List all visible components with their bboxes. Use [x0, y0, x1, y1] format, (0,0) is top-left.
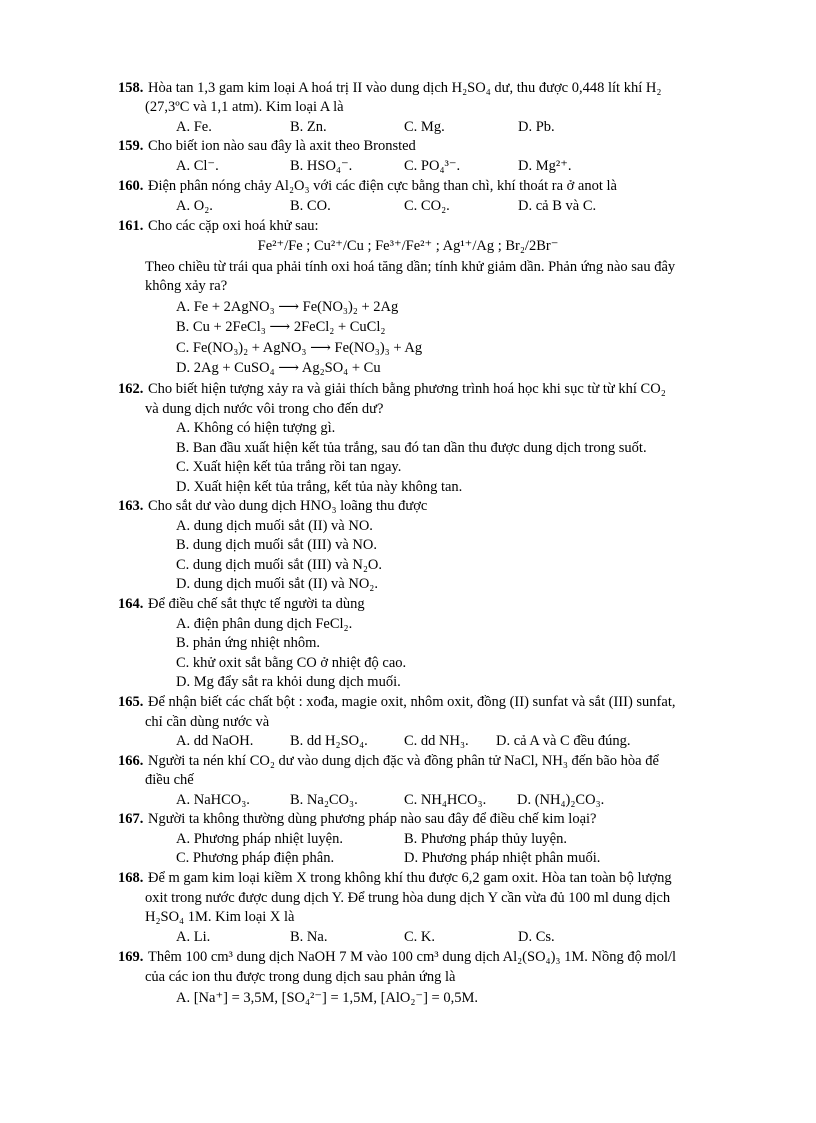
option-c: C. Phương pháp điện phân.: [176, 850, 335, 866]
redox-pairs: Fe²⁺/Fe ; Cu²⁺/Cu ; Fe³⁺/Fe²⁺ ; Ag¹⁺/Ag ; Br₂/2Br⁻: [257, 238, 559, 254]
option-b: B. phản ứng nhiệt nhôm.: [176, 635, 320, 651]
question-number: 166.: [118, 753, 144, 769]
option-c: C. CO₂.: [404, 198, 450, 214]
option-d: D. Mg đẩy sắt ra khỏi dung dịch muối.: [176, 674, 401, 690]
question-161: [118, 217, 319, 235]
option-a: A. dung dịch muối sắt (II) và NO.: [176, 518, 373, 534]
question-number: 159.: [118, 138, 144, 154]
option-d: D. Xuất hiện kết tủa trắng, kết tủa này không tan.: [176, 479, 463, 495]
option-b: B. Na.: [290, 929, 328, 945]
option-b: B. Na₂CO₃.: [290, 792, 358, 808]
option-b: B. Zn.: [290, 119, 327, 135]
option-a: A. Cl⁻.: [176, 158, 219, 174]
question-stem: Cho sắt dư vào dung dịch HNO₃ loãng thu được: [148, 498, 428, 514]
option-d: D. Phương pháp nhiệt phân muối.: [404, 850, 601, 866]
question-stem-cont: (27,3ºC và 1,1 atm). Kim loại A là: [145, 99, 344, 115]
option-a: A. O₂.: [176, 198, 213, 214]
option-c: C. khử oxit sắt bằng CO ở nhiệt độ cao.: [176, 655, 407, 671]
question-number: 160.: [118, 178, 144, 194]
question-number: 158.: [118, 80, 144, 96]
option-c: C. dung dịch muối sắt (III) và N₂O.: [176, 557, 383, 573]
question-165: [118, 693, 675, 711]
question-160: [118, 177, 617, 195]
question-stem-cont: không xảy ra?: [145, 278, 228, 294]
question-stem: Thêm 100 cm³ dung dịch NaOH 7 M vào 100 cm³ dung dịch Al₂(SO₄)₃ 1M. Nồng độ mol/l: [148, 949, 677, 965]
option-a: A. dd NaOH.: [176, 733, 254, 749]
question-stem-cont: và dung dịch nước vôi trong cho đến dư?: [145, 401, 384, 417]
question-stem: Để m gam kim loại kiềm X trong không khí thu được 6,2 gam oxit. Hòa tan toàn bộ lượng: [148, 870, 672, 886]
question-167: [118, 810, 596, 828]
option-b: B. Phương pháp thủy luyện.: [404, 831, 567, 847]
question-stem-cont: chỉ cần dùng nước và: [145, 714, 270, 730]
question-stem: Cho các cặp oxi hoá khử sau:: [148, 218, 319, 234]
option-c: C. K.: [404, 929, 436, 945]
option-b: B. Cu + 2FeCl₃ ⟶ 2FeCl₂ + CuCl₂: [176, 319, 386, 335]
question-number: 162.: [118, 381, 144, 397]
question-number: 168.: [118, 870, 144, 886]
question-stem: Điện phân nóng chảy Al₂O₃ với các điện cực bằng than chì, khí thoát ra ở anot là: [148, 178, 617, 194]
question-stem: Cho biết hiện tượng xảy ra và giải thích bằng phương trình hoá học khi sục từ từ khí CO₂: [148, 381, 666, 397]
question-stem: Người ta không thường dùng phương pháp nào sau đây để điều chế kim loại?: [148, 811, 597, 827]
option-c: C. dd NH₃.: [404, 733, 469, 749]
question-number: 161.: [118, 218, 144, 234]
question-169: [118, 948, 676, 966]
option-c: C. NH₄HCO₃.: [404, 792, 487, 808]
option-a: A. [Na⁺] = 3,5M, [SO₄²⁻] = 1,5M, [AlO₂⁻] = 0,5M.: [176, 990, 478, 1006]
option-d: D. 2Ag + CuSO₄ ⟶ Ag₂SO₄ + Cu: [176, 360, 381, 376]
option-a: A. điện phân dung dịch FeCl₂.: [176, 616, 353, 632]
question-168: [118, 869, 672, 887]
question-stem: Để điều chế sắt thực tế người ta dùng: [148, 596, 365, 612]
option-b: B. dd H₂SO₄.: [290, 733, 368, 749]
question-stem: Người ta nén khí CO₂ dư vào dung dịch đặc và đồng phân tử NaCl, NH₃ đến bão hòa để: [148, 753, 659, 769]
option-d: D. (NH₄)₂CO₃.: [517, 792, 605, 808]
option-b: B. Ban đầu xuất hiện kết tủa trắng, sau đó tan dần thu được dung dịch trong suốt.: [176, 440, 647, 456]
option-b: B. CO.: [290, 198, 331, 214]
question-162: [118, 380, 666, 398]
question-stem-cont: H₂SO₄ 1M. Kim loại X là: [145, 909, 295, 925]
question-stem: Để nhận biết các chất bột : xođa, magie oxit, nhôm oxit, đồng (II) sunfat và sắt (III) sunfat,: [148, 694, 676, 710]
option-c: C. PO₄³⁻.: [404, 158, 461, 174]
question-163: [118, 497, 427, 515]
question-stem-cont: oxit trong nước được dung dịch Y. Để trung hòa dung dịch Y cần vừa đủ 100 ml dung dịch: [145, 890, 671, 906]
question-164: [118, 595, 365, 613]
question-158: [118, 79, 661, 97]
option-c: C. Mg.: [404, 119, 445, 135]
option-a: A. Li.: [176, 929, 211, 945]
question-stem-cont: điều chế: [145, 772, 194, 788]
question-number: 169.: [118, 949, 144, 965]
option-d: D. cả B và C.: [518, 198, 597, 214]
option-a: A. Fe + 2AgNO₃ ⟶ Fe(NO₃)₂ + 2Ag: [176, 299, 399, 315]
option-a: A. Fe.: [176, 119, 212, 135]
option-d: D. Pb.: [518, 119, 555, 135]
question-number: 167.: [118, 811, 144, 827]
option-d: D. Mg²⁺.: [518, 158, 572, 174]
option-a: A. NaHCO₃.: [176, 792, 250, 808]
option-c: C. Xuất hiện kết tủa trắng rồi tan ngay.: [176, 459, 402, 475]
option-b: B. HSO₄⁻.: [290, 158, 353, 174]
question-stem: Cho biết ion nào sau đây là axit theo Bronsted: [148, 138, 416, 154]
option-a: A. Không có hiện tượng gì.: [176, 420, 336, 436]
option-b: B. dung dịch muối sắt (III) và NO.: [176, 537, 377, 553]
question-166: [118, 752, 659, 770]
option-a: A. Phương pháp nhiệt luyện.: [176, 831, 343, 847]
question-stem-cont: Theo chiều từ trái qua phải tính oxi hoá tăng dần; tính khử giảm dần. Phản ứng nào sau đây: [145, 259, 676, 275]
option-d: D. dung dịch muối sắt (II) và NO₂.: [176, 576, 378, 592]
question-number: 164.: [118, 596, 144, 612]
question-stem: Hòa tan 1,3 gam kim loại A hoá trị II vào dung dịch H₂SO₄ dư, thu được 0,448 lít khí H₂: [148, 80, 662, 96]
question-number: 163.: [118, 498, 144, 514]
question-number: 165.: [118, 694, 144, 710]
option-c: C. Fe(NO₃)₂ + AgNO₃ ⟶ Fe(NO₃)₃ + Ag: [176, 340, 423, 356]
option-d: D. Cs.: [518, 929, 555, 945]
question-stem-cont: của các ion thu được trong dung dịch sau phản ứng là: [145, 969, 456, 985]
question-159: [118, 137, 416, 155]
option-d: D. cả A và C đều đúng.: [496, 733, 631, 749]
